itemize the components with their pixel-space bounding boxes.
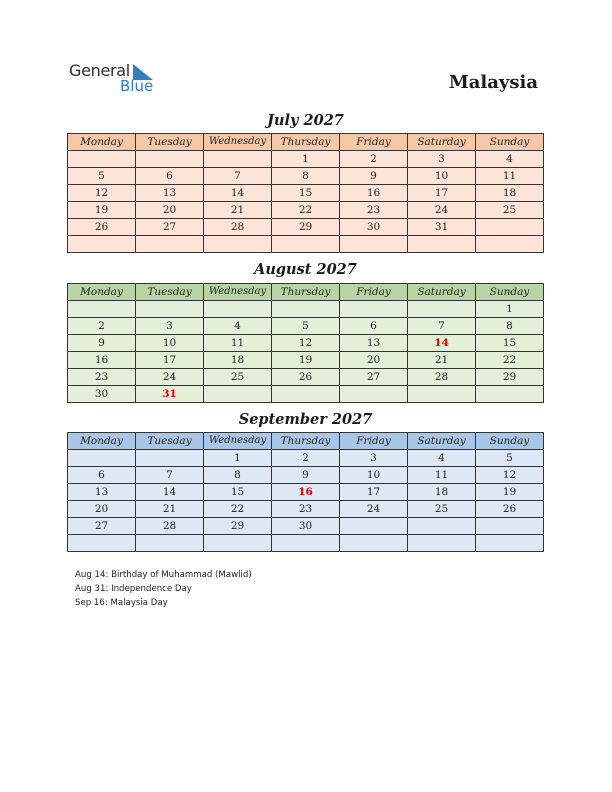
week-row	[68, 386, 544, 403]
day-cell: 18	[476, 185, 544, 202]
weekday-header-sunday: Sunday	[476, 284, 544, 301]
weekday-header-saturday: Saturday	[408, 134, 476, 151]
day-cell: 9	[272, 467, 340, 484]
day-cell: 28	[136, 518, 204, 535]
day-cell: 23	[272, 501, 340, 518]
day-cell: 28	[408, 369, 476, 386]
day-cell: 24	[340, 501, 408, 518]
day-cell: 29	[272, 219, 340, 236]
empty-day-cell	[204, 386, 272, 403]
week-row	[68, 318, 544, 335]
day-cell: 8	[204, 467, 272, 484]
empty-day-cell	[136, 450, 204, 467]
day-cell: 3	[136, 318, 204, 335]
day-cell: 24	[408, 202, 476, 219]
day-cell: 10	[340, 467, 408, 484]
day-cell: 7	[408, 318, 476, 335]
day-cell: 4	[408, 450, 476, 467]
weekday-header-friday: Friday	[340, 134, 408, 151]
empty-day-cell	[476, 535, 544, 552]
day-cell: 26	[68, 219, 136, 236]
week-row	[68, 151, 544, 168]
day-cell: 5	[68, 168, 136, 185]
holiday-notes	[75, 568, 252, 610]
day-cell: 27	[68, 518, 136, 535]
weekday-header-saturday: Saturday	[408, 433, 476, 450]
day-cell: 19	[476, 484, 544, 501]
weekday-header-tuesday: Tuesday	[136, 433, 204, 450]
weekday-header-row	[68, 134, 544, 151]
day-cell: 15	[272, 185, 340, 202]
empty-day-cell	[340, 301, 408, 318]
day-cell: 13	[136, 185, 204, 202]
day-cell: 15	[204, 484, 272, 501]
day-cell: 8	[272, 168, 340, 185]
day-cell: 31	[408, 219, 476, 236]
empty-day-cell	[340, 535, 408, 552]
weekday-header-tuesday: Tuesday	[136, 284, 204, 301]
day-cell: 23	[340, 202, 408, 219]
weekday-header-friday: Friday	[340, 433, 408, 450]
day-cell: 3	[408, 151, 476, 168]
weekday-header-wednesday: Wednesday	[204, 284, 272, 301]
week-row	[68, 535, 544, 552]
empty-day-cell	[136, 151, 204, 168]
day-cell: 12	[68, 185, 136, 202]
day-cell: 20	[68, 501, 136, 518]
day-cell: 4	[476, 151, 544, 168]
weekday-header-monday: Monday	[68, 134, 136, 151]
day-cell: 22	[204, 501, 272, 518]
week-row	[68, 168, 544, 185]
day-cell: 21	[136, 501, 204, 518]
holiday-note: Aug 14: Birthday of Muhammad (Mawlid)	[75, 570, 252, 580]
empty-day-cell	[408, 535, 476, 552]
empty-day-cell	[476, 518, 544, 535]
day-cell: 25	[408, 501, 476, 518]
empty-day-cell	[68, 450, 136, 467]
weekday-header-monday: Monday	[68, 284, 136, 301]
day-cell: 9	[68, 335, 136, 352]
calendar-august	[67, 283, 544, 403]
day-cell: 11	[476, 168, 544, 185]
weekday-header-row	[68, 433, 544, 450]
empty-day-cell	[272, 535, 340, 552]
weekday-header-wednesday: Wednesday	[204, 433, 272, 450]
weekday-header-tuesday: Tuesday	[136, 134, 204, 151]
logo-text-general: General	[69, 61, 130, 80]
empty-day-cell	[204, 535, 272, 552]
logo	[69, 61, 169, 97]
empty-day-cell	[340, 386, 408, 403]
day-cell: 29	[476, 369, 544, 386]
empty-day-cell	[408, 236, 476, 253]
day-cell: 29	[204, 518, 272, 535]
empty-day-cell	[272, 236, 340, 253]
empty-day-cell	[68, 151, 136, 168]
day-cell: 8	[476, 318, 544, 335]
day-cell: 4	[204, 318, 272, 335]
day-cell: 30	[272, 518, 340, 535]
day-cell: 27	[340, 369, 408, 386]
week-row	[68, 518, 544, 535]
weekday-header-thursday: Thursday	[272, 134, 340, 151]
holiday-note: Aug 31: Independence Day	[75, 584, 192, 594]
day-cell: 25	[204, 369, 272, 386]
empty-day-cell	[204, 301, 272, 318]
week-row	[68, 185, 544, 202]
day-cell: 16	[340, 185, 408, 202]
week-row	[68, 202, 544, 219]
day-cell: 5	[476, 450, 544, 467]
weekday-header-monday: Monday	[68, 433, 136, 450]
day-cell: 30	[340, 219, 408, 236]
day-cell: 9	[340, 168, 408, 185]
empty-day-cell	[272, 386, 340, 403]
empty-day-cell	[204, 236, 272, 253]
day-cell: 6	[136, 168, 204, 185]
holiday-note: Sep 16: Malaysia Day	[75, 598, 168, 608]
day-cell: 22	[272, 202, 340, 219]
empty-day-cell	[408, 301, 476, 318]
day-cell: 15	[476, 335, 544, 352]
day-cell: 21	[408, 352, 476, 369]
day-cell: 17	[136, 352, 204, 369]
day-cell: 18	[408, 484, 476, 501]
day-cell: 11	[204, 335, 272, 352]
weekday-header-thursday: Thursday	[272, 284, 340, 301]
day-cell: 6	[340, 318, 408, 335]
day-cell: 26	[476, 501, 544, 518]
day-cell: 18	[204, 352, 272, 369]
day-cell: 5	[272, 318, 340, 335]
day-cell: 1	[204, 450, 272, 467]
day-cell: 6	[68, 467, 136, 484]
logo-text-blue: Blue	[120, 77, 154, 95]
day-cell: 7	[204, 168, 272, 185]
empty-day-cell	[68, 236, 136, 253]
week-row	[68, 501, 544, 518]
week-row	[68, 484, 544, 501]
day-cell: 20	[340, 352, 408, 369]
day-cell: 3	[340, 450, 408, 467]
day-cell: 23	[68, 369, 136, 386]
week-row	[68, 352, 544, 369]
week-row	[68, 450, 544, 467]
day-cell: 11	[408, 467, 476, 484]
month-title-july: July 2027	[267, 112, 344, 129]
day-cell: 10	[136, 335, 204, 352]
day-cell: 12	[272, 335, 340, 352]
day-cell: 16	[272, 484, 340, 501]
day-cell: 21	[204, 202, 272, 219]
country-title: Malaysia	[448, 72, 538, 93]
day-cell: 2	[340, 151, 408, 168]
day-cell: 2	[272, 450, 340, 467]
day-cell: 1	[272, 151, 340, 168]
empty-day-cell	[476, 219, 544, 236]
day-cell: 16	[68, 352, 136, 369]
day-cell: 13	[340, 335, 408, 352]
day-cell: 12	[476, 467, 544, 484]
weekday-header-saturday: Saturday	[408, 284, 476, 301]
calendar-july	[67, 133, 544, 253]
empty-day-cell	[340, 518, 408, 535]
empty-day-cell	[136, 535, 204, 552]
empty-day-cell	[476, 236, 544, 253]
week-row	[68, 369, 544, 386]
day-cell: 31	[136, 386, 204, 403]
day-cell: 7	[136, 467, 204, 484]
day-cell: 27	[136, 219, 204, 236]
day-cell: 25	[476, 202, 544, 219]
weekday-header-sunday: Sunday	[476, 433, 544, 450]
empty-day-cell	[68, 301, 136, 318]
day-cell: 28	[204, 219, 272, 236]
day-cell: 17	[408, 185, 476, 202]
week-row	[68, 467, 544, 484]
day-cell: 2	[68, 318, 136, 335]
day-cell: 1	[476, 301, 544, 318]
weekday-header-wednesday: Wednesday	[204, 134, 272, 151]
day-cell: 10	[408, 168, 476, 185]
empty-day-cell	[204, 151, 272, 168]
week-row	[68, 236, 544, 253]
calendar-september	[67, 432, 544, 552]
empty-day-cell	[272, 301, 340, 318]
day-cell: 14	[408, 335, 476, 352]
weekday-header-row	[68, 284, 544, 301]
empty-day-cell	[476, 386, 544, 403]
month-title-august: August 2027	[254, 261, 357, 278]
day-cell: 22	[476, 352, 544, 369]
empty-day-cell	[340, 236, 408, 253]
empty-day-cell	[136, 236, 204, 253]
empty-day-cell	[68, 535, 136, 552]
empty-day-cell	[408, 518, 476, 535]
day-cell: 20	[136, 202, 204, 219]
day-cell: 19	[272, 352, 340, 369]
week-row	[68, 335, 544, 352]
empty-day-cell	[136, 301, 204, 318]
day-cell: 24	[136, 369, 204, 386]
day-cell: 13	[68, 484, 136, 501]
month-title-september: September 2027	[238, 411, 373, 428]
day-cell: 17	[340, 484, 408, 501]
day-cell: 14	[136, 484, 204, 501]
day-cell: 30	[68, 386, 136, 403]
weekday-header-sunday: Sunday	[476, 134, 544, 151]
day-cell: 14	[204, 185, 272, 202]
day-cell: 26	[272, 369, 340, 386]
weekday-header-friday: Friday	[340, 284, 408, 301]
empty-day-cell	[408, 386, 476, 403]
day-cell: 19	[68, 202, 136, 219]
week-row	[68, 219, 544, 236]
week-row	[68, 301, 544, 318]
weekday-header-thursday: Thursday	[272, 433, 340, 450]
